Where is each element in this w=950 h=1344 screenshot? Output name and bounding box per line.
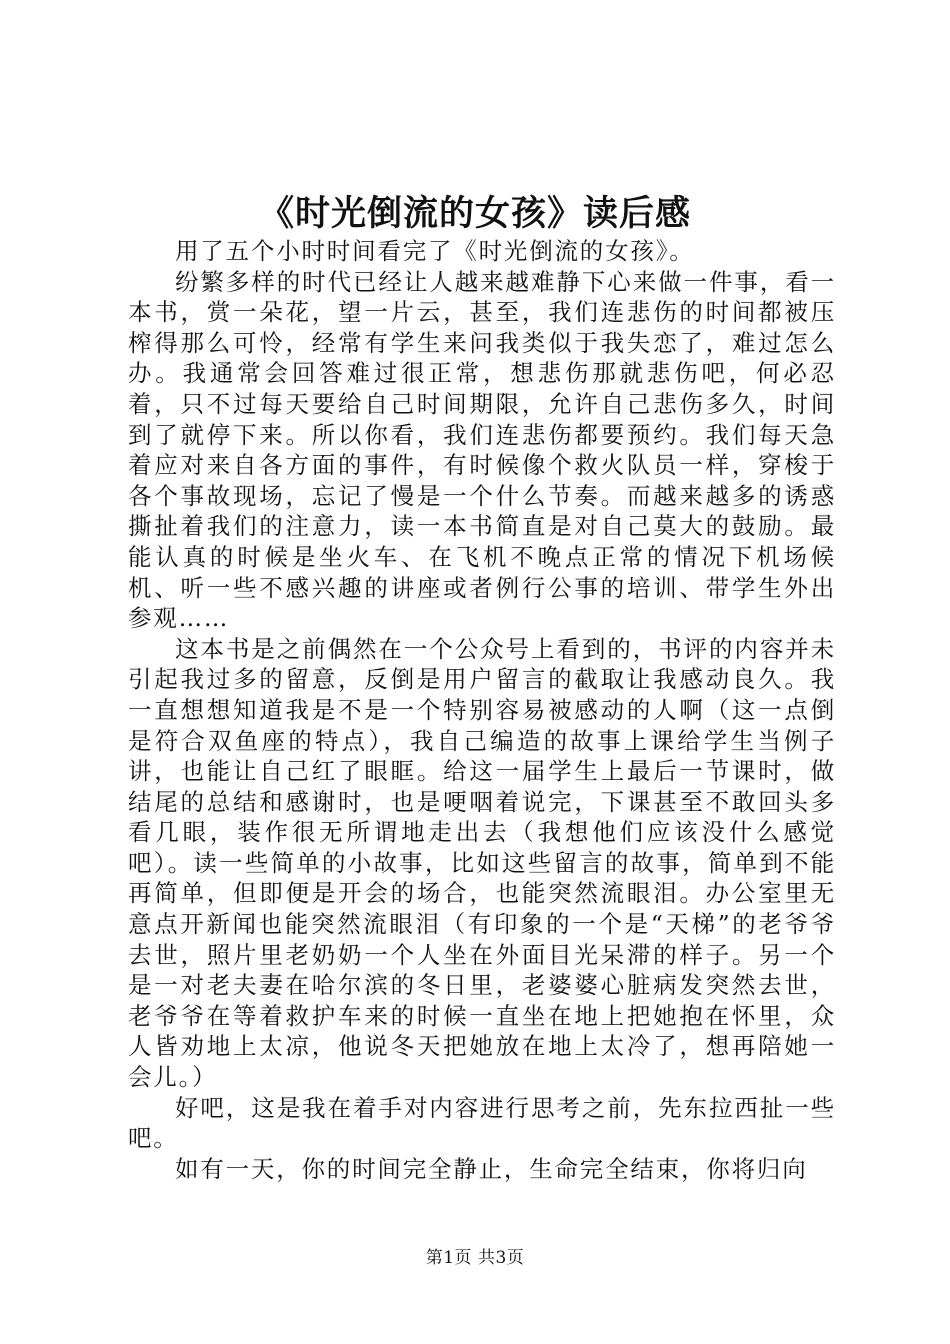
paragraph: 用了五个小时时间看完了《时光倒流的女孩》。 xyxy=(175,237,695,265)
paragraph: 纷繁多样的时代已经让人越来越难静下心来做一件事，看一本书，赏一朵花，望一片云，甚至，我们连悲伤的时间都被压榨得那么可怜，经常有学生来问我类似于我失恋了，难过怎么办。我通常会回答难过很正常，想悲伤那就悲伤吧，何必忍着，只不过每天要给自己时间期限，允许自己悲伤多久，时间到了就停下来。所以你看，我们连悲伤都要预约。我们每天急着应对来自各方面的事件，有时候像个救火队员一样，穿梭于各个事故现场，忘记了慢是一个什么节奏。而越来越多的诱惑撕扯着我们的注意力，读一本书简直是对自己莫大的鼓励。最能认真的时候是坐火车、在飞机不晚点正常的情况下机场候机、听一些不感兴趣的讲座或者例行公事的培训、带学生外出参观…… xyxy=(128,267,836,633)
paragraph: 好吧，这是我在着手对内容进行思考之前，先东拉西扯一些吧。 xyxy=(128,1093,836,1153)
paragraph: 这本书是之前偶然在一个公众号上看到的，书评的内容并未引起我过多的留意，反倒是用户留言的截取让我感动良久。我一直想想知道我是不是一个特别容易被感动的人啊（这一点倒是符合双鱼座的特点），我自己编造的故事上课给学生当例子讲，也能让自己红了眼眶。给这一届学生上最后一节课时，做结尾的总结和感谢时，也是哽咽着说完，下课甚至不敢回头多看几眼，装作很无所谓地走出去（我想他们应该没什么感觉吧）。读一些简单的小故事，比如这些留言的故事，简单到不能再简单，但即便是开会的场合，也能突然流眼泪。办公室里无意点开新闻也能突然流眼泪（有印象的一个是“天梯”的老爷爷去世，照片里老奶奶一个人坐在外面目光呆滞的样子。另一个是一对老夫妻在哈尔滨的冬日里，老婆婆心脏病发突然去世，老爷爷在等着救护车来的时候一直坐在地上把她抱在怀里，众人皆劝地上太凉，他说冬天把她放在地上太冷了，想再陪她一会儿。） xyxy=(128,634,836,1092)
paragraph: 如有一天，你的时间完全静止，生命完全结束，你将归向 xyxy=(175,1154,808,1183)
page-number-footer: 第1页 共3页 xyxy=(425,1248,525,1268)
document-title: 《时光倒流的女孩》读后感 xyxy=(258,193,691,234)
document-body xyxy=(128,236,836,1184)
